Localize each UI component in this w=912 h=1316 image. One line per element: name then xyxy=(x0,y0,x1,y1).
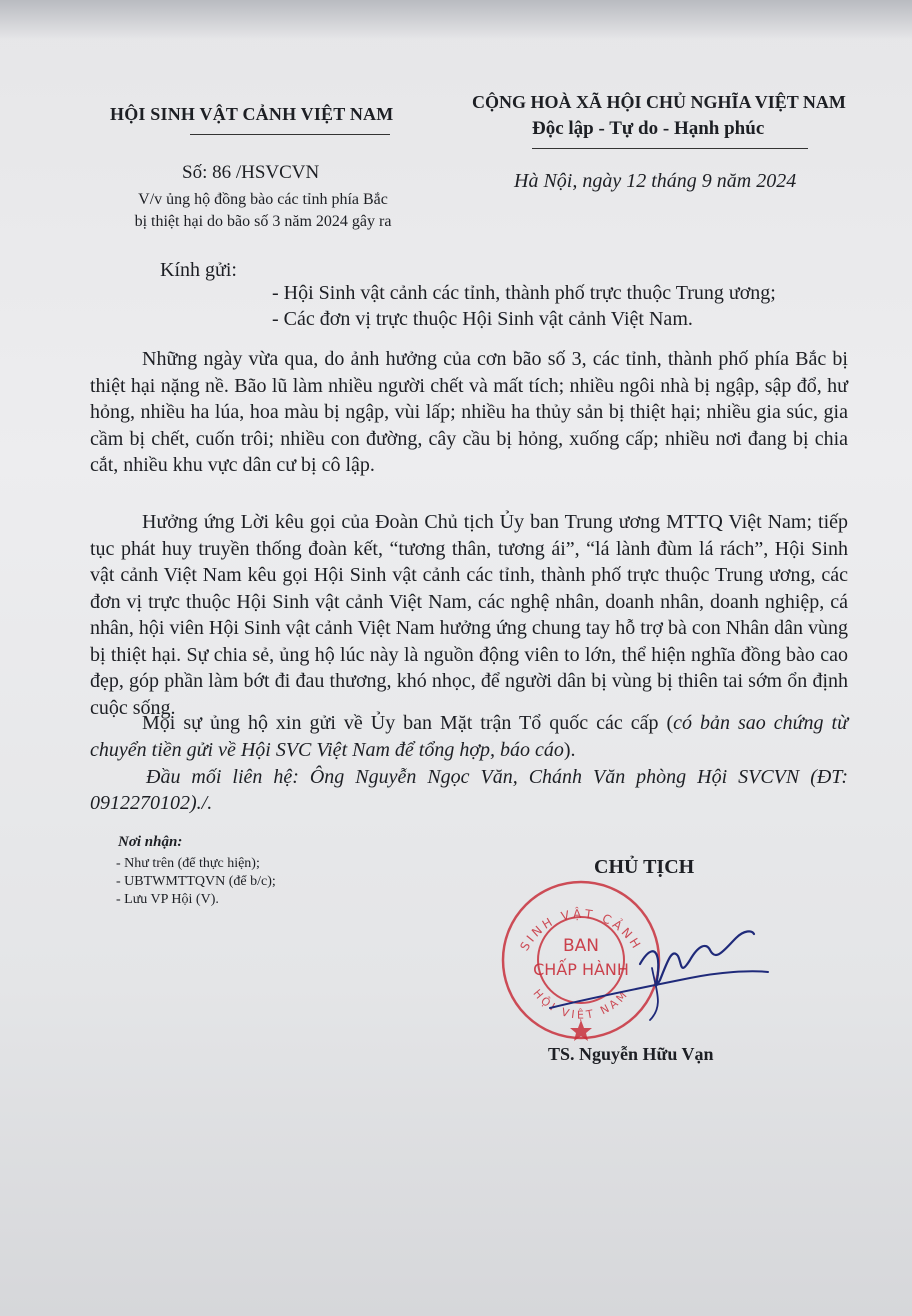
seal-ring-text-bottom: HỘI VIỆT NAM xyxy=(530,986,632,1022)
seal-center-line-2: CHẤP HÀNH xyxy=(533,960,629,979)
body-paragraph xyxy=(90,710,848,763)
handwritten-signature xyxy=(540,920,780,1030)
recipients-item: - Như trên (để thực hiện); xyxy=(116,856,260,871)
national-motto: Độc lập - Tự do - Hạnh phúc xyxy=(532,118,765,139)
document-number: Số: 86 /HSVCVN xyxy=(182,162,320,183)
date-line: Hà Nội, ngày 12 tháng 9 năm 2024 xyxy=(514,170,797,192)
paragraph-italic-text: có bản sao chứng từ chuyển tiền gửi về Hội SVC Việt Nam để tổng hợp, báo cáo xyxy=(90,712,848,761)
salutation-label: Kính gửi: xyxy=(160,259,237,281)
paragraph-text: Mọi sự ủng hộ xin gửi về Ủy ban Mặt trận Tổ quốc các cấp ( xyxy=(142,712,674,734)
organization-underline xyxy=(190,134,390,135)
body-paragraph: Những ngày vừa qua, do ảnh hưởng của cơn bão số 3, các tỉnh, thành phố phía Bắc bị thiệt hại nặng nề. Bão lũ làm nhiều người chết và mất tích; nhiều ngôi nhà bị ngập, sập đổ, hư hỏng, nhiều ha lúa, hoa màu bị ngập, vùi lấp; nhiều ha thủy sản bị thiệt hại; nhiều gia súc, gia cầm bị chết, cuốn trôi; nhiều con đường, cây cầu bị hỏng, xuống cấp; nhiều nơi đang bị chia cắt, nhiều khu vực dân cư bị cô lập. xyxy=(90,348,848,476)
document-subject xyxy=(108,189,418,233)
subject-line-2: bị thiệt hại do bão số 3 năm 2024 gây ra xyxy=(134,213,392,230)
paragraph-text-end: ). xyxy=(563,738,576,761)
motto-underline xyxy=(532,148,808,149)
signer-name: TS. Nguyễn Hữu Vạn xyxy=(548,1044,714,1064)
body-paragraph: Hưởng ứng Lời kêu gọi của Đoàn Chủ tịch Ủy ban Trung ương MTTQ Việt Nam; tiếp tục phát huy truyền thống đoàn kết, “tương thân, tương ái”, “lá lành đùm lá rách”, Hội Sinh vật cảnh Việt Nam kêu gọi Hội Sinh vật cảnh các tỉnh, thành phố trực thuộc Trung ương, các đơn vị trực thuộc Hội Sinh vật cảnh Việt Nam, các nghệ nhân, doanh nhân, doanh nghiệp, cá nhân, hội viên Hội Sinh vật cảnh Việt Nam hưởng ứng chung tay hỗ trợ bà con Nhân dân vùng bị thiệt hại. Sự chia sẻ, ủng hộ lúc này là nguồn động viên to lớn, thể hiện nghĩa đồng bào cao đẹp, góp phần làm bớt đi đau thương, khó nhọc, để người dân bị vùng bị thiên tai sớm ổn định cuộc sống. xyxy=(90,511,848,719)
recipients-item: - UBTWMTTQVN (để b/c); xyxy=(116,874,276,889)
organization-name: HỘI SINH VẬT CẢNH VIỆT NAM xyxy=(110,104,394,124)
recipients-title: Nơi nhận: xyxy=(118,834,183,850)
subject-line-1: V/v ủng hộ đồng bào các tỉnh phía Bắc xyxy=(138,191,388,208)
salutation-recipient: - Hội Sinh vật cảnh các tỉnh, thành phố trực thuộc Trung ương; xyxy=(272,282,776,304)
seal-ring-text-top: SINH VẬT CẢNH xyxy=(517,906,645,954)
page-shadow xyxy=(0,0,912,40)
contact-line: Đầu mối liên hệ: Ông Nguyễn Ngọc Văn, Chánh Văn phòng Hội SVCVN (ĐT: 0912270102)./. xyxy=(90,766,848,814)
seal-center-line-1: BAN xyxy=(562,936,600,956)
national-title: CỘNG HOÀ XÃ HỘI CHỦ NGHĨA VIỆT NAM xyxy=(472,92,846,112)
signer-title: CHỦ TỊCH xyxy=(594,856,695,878)
salutation-recipient: - Các đơn vị trực thuộc Hội Sinh vật cảnh Việt Nam. xyxy=(272,308,693,330)
recipients-item: - Lưu VP Hội (V). xyxy=(116,892,219,907)
